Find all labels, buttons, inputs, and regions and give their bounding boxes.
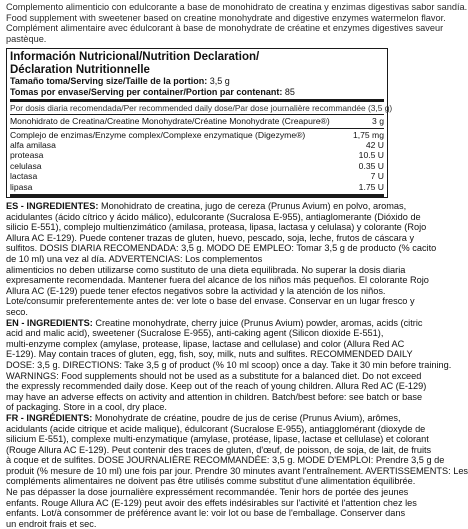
ingredients-text: E-129). May contain traces of gluten, egg, fish, soy, milk, nuts and sulfites. RECOMMENDED DAILY xyxy=(6,349,413,360)
nutrient-name: lipasa xyxy=(10,181,33,192)
nutrient-value: 7 U xyxy=(370,171,384,182)
nutrient-value: 1.75 U xyxy=(358,181,384,192)
nutrition-facts-panel xyxy=(6,48,393,198)
per-serving-header xyxy=(10,102,393,113)
ingredients-line xyxy=(6,328,410,339)
nutrient-row xyxy=(10,130,384,140)
servings-value: 85 xyxy=(284,86,295,97)
ingredients-line xyxy=(6,476,416,487)
nutrient-name: alfa amilasa xyxy=(10,140,56,150)
ingredients-text: WARNINGS: Food supplements should not be used as a substitute for a balanced diet. Do not exceed xyxy=(6,370,422,381)
ingredients-line xyxy=(6,455,445,466)
intro-line: Complément alimentaire avec édulcorant à base de monohydrate de créatine et enzymes digestives saveur xyxy=(6,23,444,34)
ingredients-text: the expressly recommended daily dose. Keep out of the reach of young children. Allura Red AC (E-129) xyxy=(6,381,427,392)
ingredients-line xyxy=(6,413,410,424)
ingredients-text: may have an adverse effects on activity and attention in children. Batch/best before: see batch or base xyxy=(6,391,423,402)
ingredients-text: enfants. Rouge Allura AC (E-129) peut avoir des effets indésirables sur l'activité et l'attention chez les xyxy=(6,497,417,508)
per-serving-header-text: Por dosis diaria recomendada/Per recommended daily dose/Par dose journalière recommandée (3,5 g) xyxy=(10,102,393,113)
nutrient-row xyxy=(10,171,384,181)
ingredients-text: silicio E-551), complejo multienzimático (amilasa, proteasa, lipasa, lactasa y celulasa) y colorante (Rojo xyxy=(6,222,427,233)
ingredients-text: Creatine monohydrate, cherry juice (Prunus Avium) powder, aromas, acids (citric xyxy=(95,317,423,328)
servings-per-container xyxy=(10,87,384,97)
serving-size-label: Tamaño toma/Serving size/Taille de la portion: xyxy=(10,76,208,87)
nutrient-value: 0.35 U xyxy=(358,160,384,171)
product-description xyxy=(6,2,468,44)
nutrition-title-continued: Déclaration Nutritionnelle xyxy=(10,63,150,76)
ingredients-text: acidulants (acide citrique et acide malique), édulcorant (Sucralose E-955), antiagglomérant (dioxyde de xyxy=(6,423,426,434)
ingredients-text: of packaging. Store in a cool, dry place. xyxy=(6,402,167,413)
ingredients-text: Monohidrato de creatina, jugo de cereza (Prunus Avium) en polvo, aromas, xyxy=(100,201,407,212)
nutrient-row xyxy=(10,161,384,171)
ingredients-text: acid and malic acid), sweetener (Sucralose E-955), anti-caking agent (Silicon dioxide E-551), xyxy=(6,328,384,339)
nutrient-row xyxy=(10,140,384,150)
ingredients-text: sulfitos. DOSIS DIARIA RECOMENDADA: 3,5 g. MODO DE EMPLEO: Tomar 3,5 g de producto (% cacito xyxy=(6,243,437,254)
nutrient-value: 1,75 mg xyxy=(352,129,384,140)
divider xyxy=(10,114,384,115)
ingredients-text: DOSE: 3,5 g. DIRECTIONS: Take 3,5 g of product (% 10 ml scoop) once a day. Take it 30 min before training. xyxy=(6,359,452,370)
nutrient-name: Monohidrato de Creatina/Creatine Monohydrate/Créatine Monohydrate (Creapure®) xyxy=(10,116,330,127)
ingredients-text: Allura AC E-129). Puede contener trazas de gluten, huevo, pescado, soja, leche, frutos de cáscara y xyxy=(6,232,415,243)
ingredients-line xyxy=(6,265,410,276)
ingredients-line xyxy=(6,487,410,498)
ingredients-line xyxy=(6,307,410,318)
nutrient-value: 42 U xyxy=(365,140,384,150)
ingredients-line xyxy=(6,423,426,435)
ingredients-line xyxy=(6,232,415,244)
nutrient-value: 3 g xyxy=(372,116,384,127)
ingredients-and-warnings xyxy=(6,201,468,529)
ingredients-text: alimenticios no deben utilizarse como sustituto de una dieta equilibrada. No superar la dosis diaria xyxy=(6,264,406,275)
ingredients-line xyxy=(6,222,427,233)
ingredients-line xyxy=(6,243,437,254)
nutrient-name: celulasa xyxy=(10,160,42,171)
ingredients-text: compléments alimentaires ne doivent pas être utilisés comme substitut d'une alimentation équilibrée. xyxy=(6,476,416,487)
ingredients-line xyxy=(6,444,432,456)
ingredients-line xyxy=(6,254,410,265)
servings-label: Tomas por envase/Serving per container/Portion par contenant: xyxy=(10,86,283,97)
ingredients-text: à coque et de sulfites. DOSE JOURNALIÈRE RECOMMANDÉE: 3,5 g. MODE D'EMPLOI: Prendre 3,5 g de xyxy=(6,455,445,466)
ingredients-text: multi-enzyme complex (amylase, protease, lipase, lactase and cellulase) and color (Allura Red AC xyxy=(6,338,405,349)
ingredients-line xyxy=(6,317,423,329)
nutrient-name: lactasa xyxy=(10,171,38,182)
ingredients-text: expresamente recomendada. Mantener fuera del alcance de los niños más pequeños. El colorante Rojo xyxy=(6,275,429,286)
ingredients-line xyxy=(6,402,410,413)
ingredients-line xyxy=(6,519,410,529)
ingredients-text: (Rouge Allura AC E-129). Peut contenir des traces de gluten, d'œuf, de poisson, de soja, de lait, de fruits xyxy=(6,444,432,455)
section-heading: ES - INGREDIENTES: xyxy=(6,201,101,212)
ingredients-line xyxy=(6,275,429,286)
nutrient-row xyxy=(10,182,384,192)
ingredients-line xyxy=(6,201,410,212)
ingredients-text: enfants. Lot/à consommer de préférence avant le: voir lot ou base de l'emballage. Conserver dans xyxy=(6,508,406,519)
nutrition-title: Información Nutricional/Nutrition Declaration/ xyxy=(10,51,260,64)
nutrient-name: Complejo de enzimas/Enzyme complex/Complexe enzymatique (Digezyme®) xyxy=(10,129,306,140)
ingredients-line xyxy=(6,434,429,445)
ingredients-line xyxy=(6,465,468,477)
ingredients-line xyxy=(6,508,410,519)
ingredients-line xyxy=(6,497,417,509)
intro-line: Food supplement with sweetener based on creatine monohydrate and digestive enzymes watermelon flavor. xyxy=(6,12,446,23)
ingredients-line xyxy=(6,381,427,392)
nutrient-value: 10.5 U xyxy=(358,150,384,161)
serving-size xyxy=(10,76,384,86)
ingredients-text: silicium E-551), complexe multi-enzymatique (amylase, protéase, lipase, lactase et cellulase) et colorant xyxy=(6,434,429,445)
ingredients-line xyxy=(6,286,410,297)
ingredients-text: Monohydrate de créatine, poudre de jus de cerise (Prunus Avium), arômes, xyxy=(94,412,401,423)
divider xyxy=(10,194,384,197)
ingredients-line xyxy=(6,349,413,360)
nutrient-name: proteasa xyxy=(10,150,44,161)
ingredients-line xyxy=(6,211,421,223)
ingredients-line xyxy=(6,391,423,403)
ingredients-text: Lote/consumir preferentemente antes de: ver lote o base del envase. Conservar en un lugar fresco y xyxy=(6,296,415,307)
divider xyxy=(10,99,384,102)
serving-size-value: 3,5 g xyxy=(209,76,230,87)
section-heading: FR - INGRÉDIENTS: xyxy=(6,412,95,423)
section-heading: EN - INGREDIENTS: xyxy=(6,317,96,328)
divider xyxy=(10,128,384,129)
ingredients-line xyxy=(6,296,415,307)
intro-line: Complemento alimenticio con edulcorante a base de monohidrato de creatina y enzimas digestivas sabor sandía. xyxy=(6,2,468,12)
ingredients-text: Allura AC (E-129) puede tener efectos negativos sobre la actividad y la atención de los niños. xyxy=(6,285,386,296)
ingredients-text: produit (% mesure de 10 ml) une fois par jour. Prendre 30 minutes avant l'entraînement. AVERTISSEMENTS: Les xyxy=(6,465,468,476)
ingredients-line xyxy=(6,359,452,371)
intro-line: pastèque. xyxy=(6,33,47,44)
ingredients-text: seco. xyxy=(6,306,28,317)
ingredients-text: un endroit frais et sec. xyxy=(6,518,97,529)
ingredients-line xyxy=(6,370,422,382)
ingredients-text: acidulantes (ácido cítrico y ácido málico), edulcorante (Sucralosa E-955), antiaglomerante (Dióxido de xyxy=(6,211,421,222)
ingredients-text: de 10 ml) una vez al día. ADVERTENCIAS: Los complementos xyxy=(6,254,263,264)
ingredients-text: Ne pas dépasser la dose journalière expressément recommandée. Tenir hors de portée des jeunes xyxy=(6,487,409,498)
ingredients-line xyxy=(6,339,410,350)
nutrient-row xyxy=(10,116,384,126)
nutrient-row xyxy=(10,150,384,160)
